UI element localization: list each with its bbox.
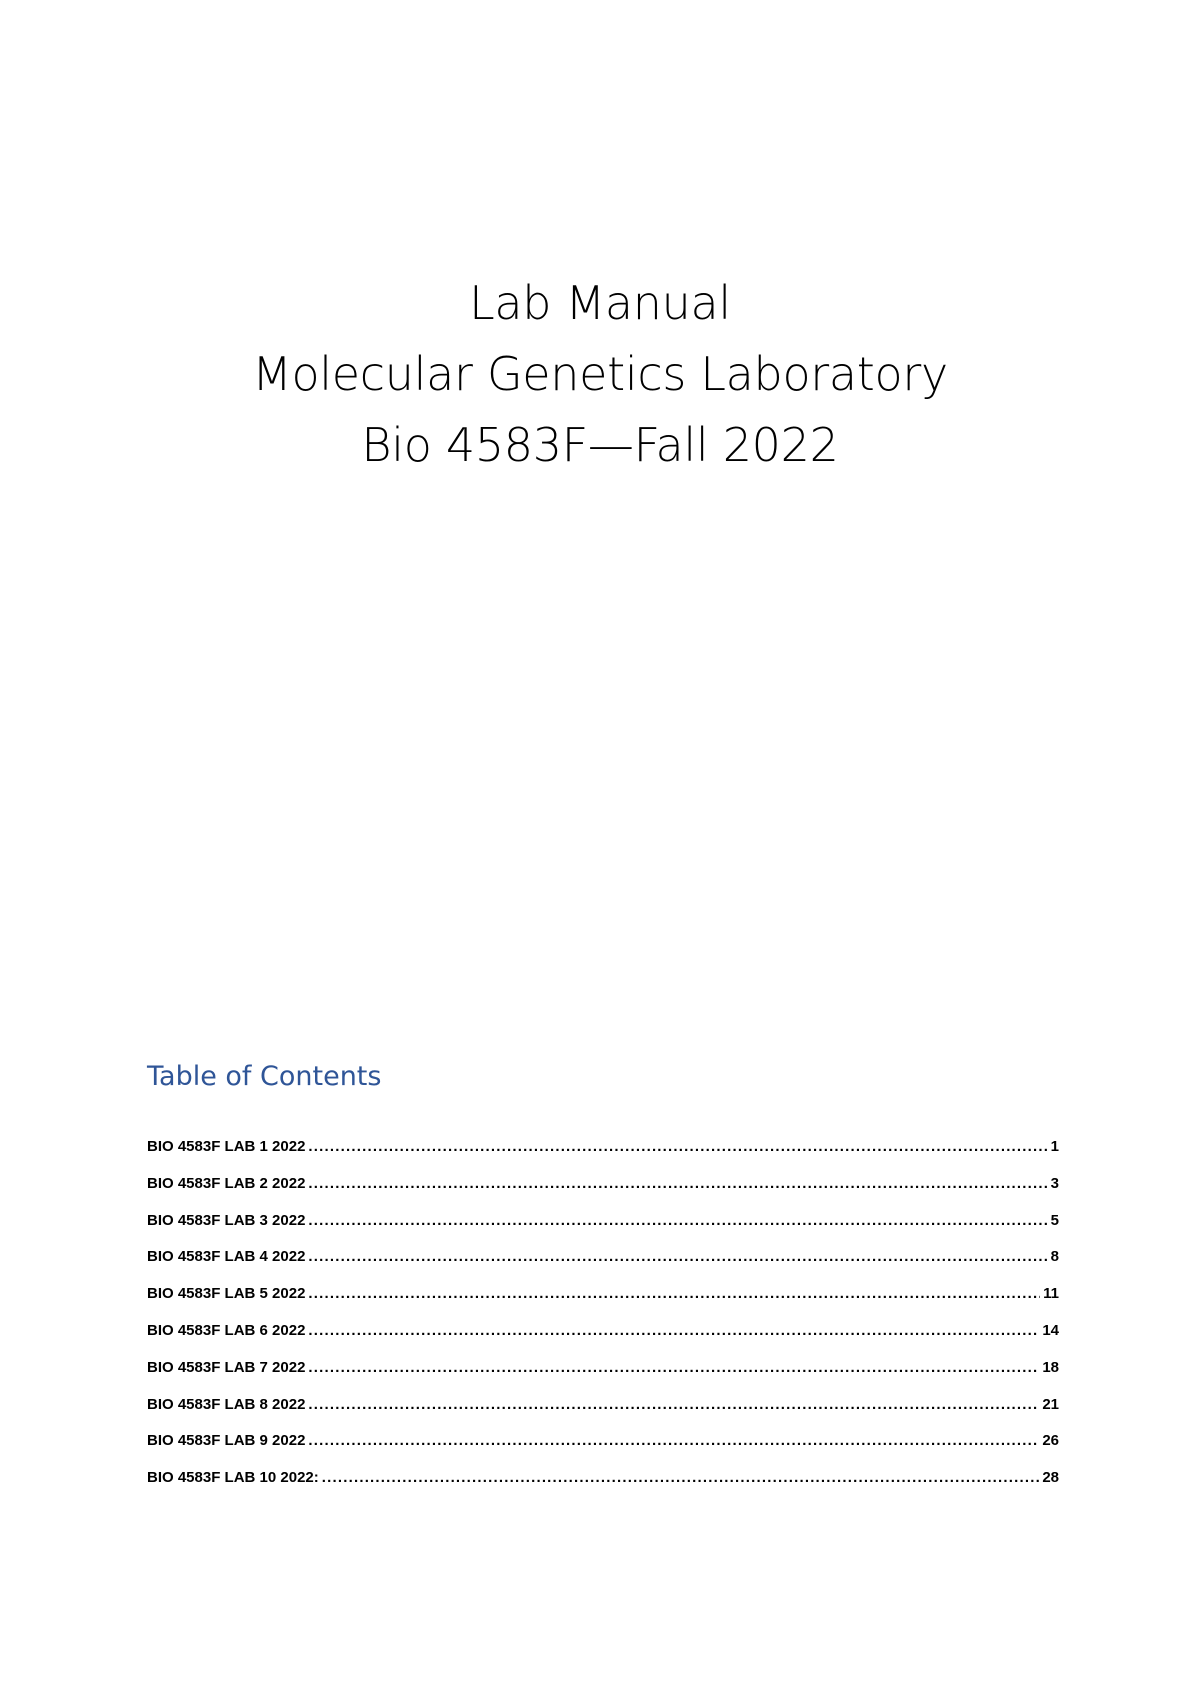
toc-entry-page: 3 — [1050, 1174, 1059, 1192]
cover-title-line: Molecular Genetics Laboratory — [252, 347, 948, 401]
toc-entry-page: 21 — [1042, 1395, 1059, 1413]
toc-entry-label: BIO 4583F LAB 9 2022 — [147, 1432, 306, 1450]
toc-dot-leader — [308, 1137, 1047, 1157]
toc-entry-lab-1[interactable] — [147, 1137, 1059, 1174]
toc-entry-lab-10[interactable] — [147, 1468, 1059, 1505]
toc-dot-leader — [308, 1358, 1039, 1378]
toc-entry-lab-6[interactable] — [147, 1321, 1059, 1358]
toc-entry-page: 5 — [1050, 1211, 1059, 1229]
toc-heading: Table of Contents — [147, 1061, 382, 1092]
toc-entry-page: 26 — [1042, 1432, 1059, 1450]
toc-entry-page: 11 — [1043, 1285, 1059, 1303]
toc-entry-page: 1 — [1050, 1138, 1059, 1155]
toc-entry-page: 28 — [1042, 1469, 1059, 1487]
toc-entry-lab-7[interactable] — [147, 1358, 1059, 1395]
toc-entry-label: BIO 4583F LAB 1 2022 — [147, 1138, 306, 1155]
toc-entry-page: 14 — [1042, 1321, 1059, 1339]
toc-entry-label: BIO 4583F LAB 4 2022 — [147, 1248, 306, 1266]
toc-entry-label: BIO 4583F LAB 3 2022 — [147, 1211, 306, 1229]
toc-dot-leader — [308, 1211, 1047, 1231]
cover-title-line: Bio 4583F—Fall 2022 — [361, 418, 839, 472]
table-of-contents — [147, 1137, 1059, 1505]
toc-entry-lab-3[interactable] — [147, 1211, 1059, 1248]
toc-entry-label: BIO 4583F LAB 7 2022 — [147, 1358, 306, 1376]
toc-dot-leader — [308, 1395, 1039, 1415]
toc-dot-leader — [308, 1174, 1047, 1194]
toc-entry-lab-9[interactable] — [147, 1431, 1059, 1468]
toc-entry-label: BIO 4583F LAB 10 2022: — [147, 1469, 319, 1487]
cover-title — [0, 268, 1200, 481]
toc-dot-leader — [308, 1247, 1047, 1267]
toc-entry-lab-5[interactable] — [147, 1284, 1059, 1321]
toc-dot-leader — [322, 1468, 1040, 1488]
toc-entry-label: BIO 4583F LAB 5 2022 — [147, 1285, 306, 1303]
toc-entry-label: BIO 4583F LAB 2 2022 — [147, 1174, 306, 1192]
toc-entry-page: 8 — [1050, 1248, 1059, 1266]
toc-entry-lab-4[interactable] — [147, 1247, 1059, 1284]
cover-title-line: Lab Manual — [469, 276, 731, 330]
toc-entry-lab-8[interactable] — [147, 1395, 1059, 1432]
toc-dot-leader — [308, 1284, 1040, 1304]
toc-entry-label: BIO 4583F LAB 6 2022 — [147, 1321, 306, 1339]
toc-dot-leader — [308, 1321, 1039, 1341]
toc-entry-label: BIO 4583F LAB 8 2022 — [147, 1395, 306, 1413]
toc-entry-page: 18 — [1042, 1358, 1059, 1376]
toc-dot-leader — [308, 1431, 1039, 1451]
toc-entry-lab-2[interactable] — [147, 1174, 1059, 1211]
